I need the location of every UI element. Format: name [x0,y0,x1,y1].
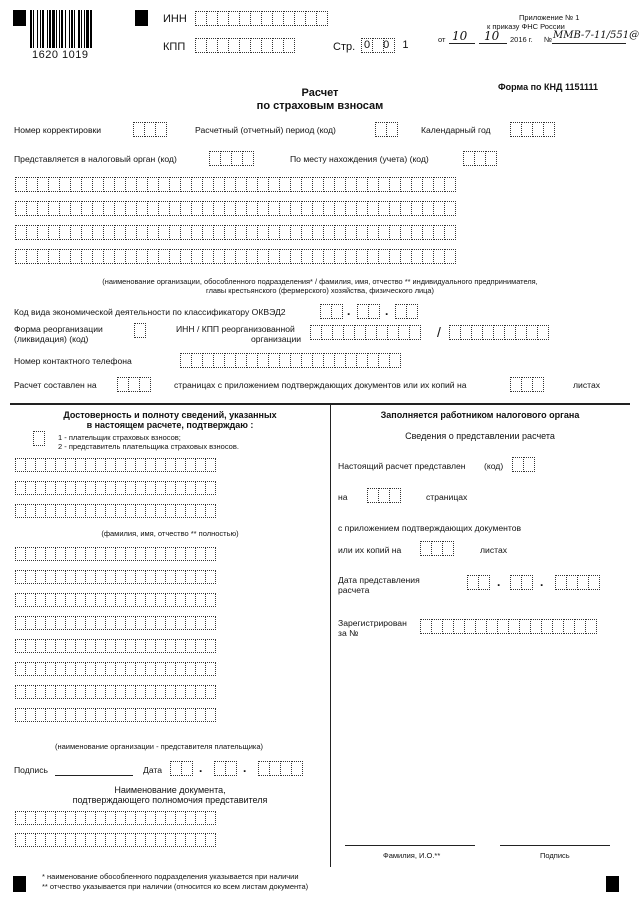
left-heading-2: в настоящем расчете, подтверждаю : [86,420,254,430]
input-cell[interactable] [205,685,216,699]
confirmer-type-cell[interactable] [33,431,44,446]
corner-marker-bottom-right [606,876,619,892]
option-1: 1 - плательщик страховых взносов; [58,433,181,442]
input-cell[interactable] [205,593,216,607]
phone-cells[interactable] [180,353,400,368]
pages-count-cells[interactable] [117,377,150,392]
input-cell[interactable] [205,547,216,561]
rep-org-row-1[interactable] [15,547,215,561]
input-cell[interactable] [444,201,456,216]
rep-org-row-7[interactable] [15,685,215,699]
inn-cells[interactable] [195,11,327,26]
fio-row-2[interactable] [15,481,215,495]
order-no-label: № [544,35,553,44]
input-cell[interactable] [205,481,216,495]
appendix-line1: Приложение № 1 [519,13,580,22]
reorg-kpp-cells[interactable] [449,325,548,340]
reorg-inn-label-2: организации [251,334,302,344]
footnote-2: ** отчество указывается при наличии (относится ко всем листам документа) [42,882,309,891]
input-cell[interactable] [291,761,303,776]
order-from: от [438,35,446,44]
input-cell[interactable] [242,151,254,166]
right-signature-line[interactable] [500,845,610,846]
input-cell[interactable] [205,458,216,472]
doc-row-2[interactable] [15,833,215,847]
org-caption-2: главы крестьянского (фермерского) хозяйства, физического лица) [206,286,434,295]
input-cell[interactable] [521,575,533,590]
signature-line[interactable] [55,775,133,776]
input-cell[interactable] [386,122,398,137]
okved-cells-3[interactable] [395,304,417,319]
input-cell[interactable] [543,122,555,137]
appendix-line2: к приказу ФНС России [487,22,565,31]
phone-label: Номер контактного телефона [14,356,132,366]
order-month: 10 [484,29,500,43]
input-cell[interactable] [316,11,328,26]
page-value: 0 0 1 [364,39,414,51]
date-year-cells[interactable] [258,761,302,776]
input-cell[interactable] [205,504,216,518]
registered-label-1: Зарегистрирован [338,618,407,628]
form-code: Форма по КНД 1151111 [498,82,598,92]
submitted-label: Настоящий расчет представлен [338,461,466,471]
input-cell[interactable] [389,353,401,368]
input-cell[interactable] [442,541,454,556]
org-caption-1: (наименование организации, обособленного подразделения* / фамилия, имя, отчество ** индивидуального предпринимателя, [102,277,538,286]
rep-org-row-4[interactable] [15,616,215,630]
input-cell[interactable] [33,431,45,446]
right-sheets-cells[interactable] [420,541,453,556]
fio-row-1[interactable] [15,458,215,472]
input-cell[interactable] [444,225,456,240]
year-cells[interactable] [510,122,554,137]
year-label: Календарный год [421,125,491,135]
order-day: 10 [452,29,468,43]
correction-cells[interactable] [133,122,166,137]
input-cell[interactable] [409,325,421,340]
section-divider [10,403,630,405]
input-cell[interactable] [205,662,216,676]
input-cell[interactable] [588,575,600,590]
option-2: 2 - представитель плательщика страховых взносов. [58,442,239,451]
input-cell[interactable] [523,457,535,472]
input-cell[interactable] [155,122,167,137]
okved-cells-1[interactable] [320,304,342,319]
input-cell[interactable] [181,761,193,776]
left-heading-1: Достоверность и полноту сведений, указанных [63,410,277,420]
submit-day-cells[interactable] [467,575,489,590]
right-subheading: Сведения о представлении расчета [405,431,555,441]
submit-year-cells[interactable] [555,575,599,590]
input-cell[interactable] [585,619,597,634]
submit-month-cells[interactable] [510,575,532,590]
barcode-image [30,10,120,50]
date-month-cells[interactable] [214,761,236,776]
doc-row-1[interactable] [15,811,215,825]
submitted-code-cells[interactable] [512,457,534,472]
title-line2: по страховым взносам [256,100,384,112]
fio-caption: (фамилия, имя, отчество ** полностью) [101,529,239,538]
input-cell[interactable] [368,304,380,319]
input-cell[interactable] [537,325,549,340]
location-cells[interactable] [463,151,496,166]
fio-line[interactable] [345,845,475,846]
footnote-1: * наименование обособленного подразделения указывается при наличии [42,872,299,881]
kpp-cells[interactable] [195,38,294,53]
reorg-inn-cells[interactable] [310,325,420,340]
fio-label: Фамилия, И.О.** [383,851,441,860]
composed-label: Расчет составлен на [14,380,97,390]
location-label: По месту нахождения (учета) (код) [290,154,429,164]
input-cell[interactable] [139,377,151,392]
sheets-label: листах [573,380,601,390]
submit-date-label-1: Дата представления [338,575,420,585]
input-cell[interactable] [389,488,401,503]
sheets-count-cells[interactable] [510,377,543,392]
period-label: Расчетный (отчетный) период (код) [195,125,336,135]
rep-org-caption: (наименование организации - представителя плательщика) [55,742,263,751]
reorg-form-label-2: (ликвидация) (код) [14,334,89,344]
correction-label: Номер корректировки [14,125,102,135]
registered-no-cells[interactable] [420,619,596,634]
okved-cells-2[interactable] [357,304,379,319]
right-signature-label: Подпись [540,851,570,860]
input-cell[interactable] [205,639,216,653]
reorg-inn-label-1: ИНН / КПП реорганизованной [176,324,295,334]
input-cell[interactable] [532,377,544,392]
right-sheets-label: листах [480,545,508,555]
input-cell[interactable] [225,761,237,776]
date-day-cells[interactable] [170,761,192,776]
org-name-row-1[interactable] [15,177,455,192]
input-cell[interactable] [205,811,216,825]
input-cell[interactable] [485,151,497,166]
barcode-number: 1620 1019 [32,49,89,61]
input-cell[interactable] [406,304,418,319]
submit-date-label-2: расчета [338,585,370,595]
org-name-row-3[interactable] [15,225,455,240]
inn-label: ИНН [163,13,187,25]
rep-org-row-2[interactable] [15,570,215,584]
registered-label-2: за № [338,628,359,638]
with-docs-label: с приложением подтверждающих документов [338,523,522,533]
input-cell[interactable] [205,708,216,722]
rep-org-row-8[interactable] [15,708,215,722]
corner-marker-bottom-left [13,876,26,892]
input-cell[interactable] [205,833,216,847]
code-label: (код) [484,461,504,471]
fio-row-3[interactable] [15,504,215,518]
rep-org-row-5[interactable] [15,639,215,653]
order-year: 2016 г. [510,35,533,44]
input-cell[interactable] [478,575,490,590]
okved-label: Код вида экономической деятельности по классификатору ОКВЭД2 [14,307,286,317]
org-name-row-2[interactable] [15,201,455,216]
page-label: Стр. [333,41,356,53]
tax-authority-label: Представляется в налоговый орган (код) [14,154,177,164]
input-cell[interactable] [444,177,456,192]
doc-heading-1: Наименование документа, [114,785,226,795]
rep-org-row-6[interactable] [15,662,215,676]
input-cell[interactable] [283,38,295,53]
title-line1: Расчет [301,87,339,99]
reorg-form-label-1: Форма реорганизации [14,324,103,334]
rep-org-row-3[interactable] [15,593,215,607]
reorg-form-cell[interactable] [134,323,145,338]
doc-heading-2: подтверждающего полномочия представителя [72,795,268,805]
right-pages-label: страницах [426,492,468,502]
kpp-label: КПП [163,41,186,53]
corner-marker-top-left [13,10,26,26]
corner-marker-top-mid [135,10,148,26]
right-pages-cells[interactable] [367,488,400,503]
order-no-value: ММВ-7-11/551@ [553,30,640,41]
input-cell[interactable] [134,323,146,338]
right-heading: Заполняется работником налогового органа [380,410,580,420]
org-name-row-4[interactable] [15,249,455,264]
period-cells[interactable] [375,122,397,137]
column-divider [330,404,331,867]
date-label: Дата [143,765,163,775]
input-cell[interactable] [205,570,216,584]
on-label: на [338,492,348,502]
or-copies-label: или их копий на [338,545,402,555]
input-cell[interactable] [205,616,216,630]
input-cell[interactable] [331,304,343,319]
input-cell[interactable] [444,249,456,264]
signature-label: Подпись [14,765,49,775]
tax-authority-cells[interactable] [209,151,253,166]
pages-with-label: страницах с приложением подтверждающих документов или их копий на [174,380,467,390]
